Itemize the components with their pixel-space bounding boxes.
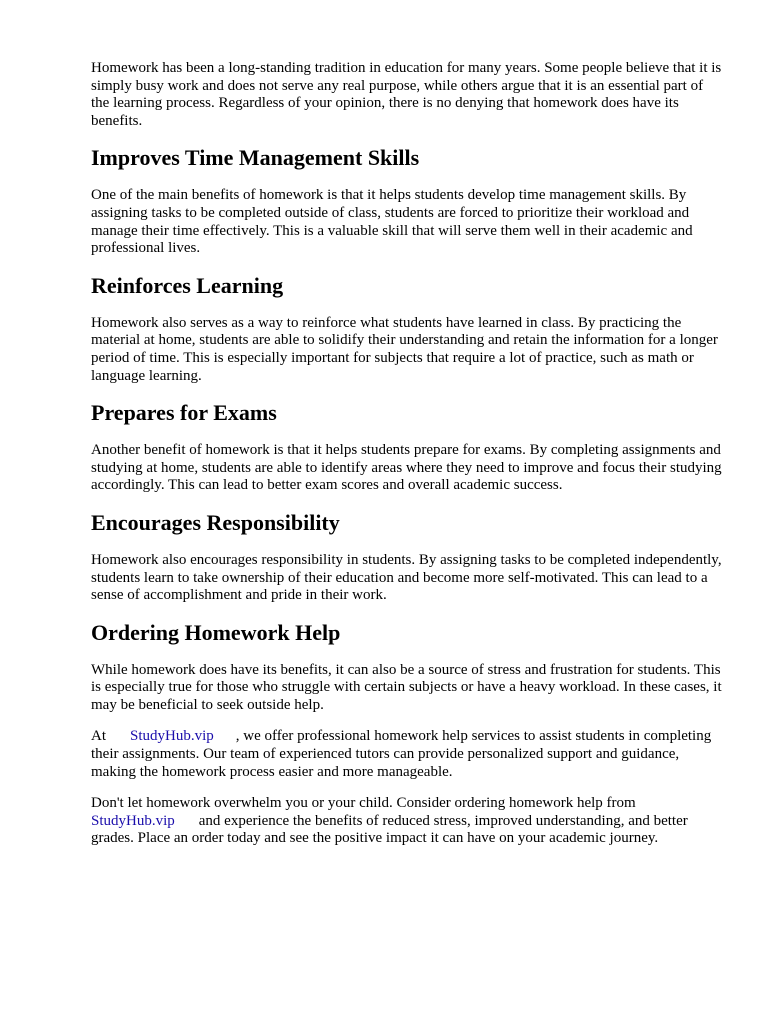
paragraph-prepares-exams: Another benefit of homework is that it helps students prepare for exams. By completing assignments and studying at home, students are able to identify areas where they need to improve and focus their studying accordingly. This can lead to better exam scores and overall academic success.	[91, 442, 722, 494]
closing-suffix: and experience the benefits of reduced stress, improved understanding, and better grades. Place an order today and see the positive impact it can have on your academic journey.	[91, 812, 688, 847]
heading-ordering-help: Ordering Homework Help	[91, 619, 341, 645]
offer-prefix: At	[91, 728, 106, 745]
paragraph-reinforces-learning: Homework also serves as a way to reinforce what students have learned in class. By practicing the material at home, students are able to solidify their understanding and retain the information for a longer period of time. This is especially important for subjects that require a lot of practice, such as math or language learning.	[91, 314, 718, 384]
paragraph-ordering-help: While homework does have its benefits, it can also be a source of stress and frustration for students. This is especially true for those who struggle with certain subjects or have a heavy workload. In these cases, it may be beneficial to seek outside help.	[91, 661, 722, 713]
heading-prepares-exams: Prepares for Exams	[91, 400, 277, 426]
offer-paragraph	[91, 728, 723, 781]
intro-paragraph: Homework has been a long-standing tradition in education for many years. Some people believe that it is simply busy work and does not serve any real purpose, while others argue that it is an essential part of the learning process. Regardless of your opinion, there is no denying that homework does have its benefits.	[91, 60, 722, 129]
document-body	[91, 60, 723, 848]
studyhub-link[interactable]: StudyHub.vip	[130, 728, 214, 745]
closing-prefix: Don't let homework overwhelm you or your child. Consider ordering homework help from	[91, 795, 636, 812]
studyhub-link-closing[interactable]: StudyHub.vip	[91, 812, 175, 829]
heading-encourages-responsibility: Encourages Responsibility	[91, 509, 340, 535]
paragraph-encourages-responsibility: Homework also encourages responsibility in students. By assigning tasks to be completed independently, students learn to take ownership of their education and become more self-motivated. This can lead to a sense of accomplishment and pride in their work.	[91, 551, 722, 604]
heading-reinforces-learning: Reinforces Learning	[91, 272, 284, 298]
heading-time-management: Improves Time Management Skills	[91, 145, 420, 171]
closing-paragraph	[91, 795, 723, 848]
offer-suffix: , we offer professional homework help services to assist students in completing their assignments. Our team of experienced tutors can provide personalized support and guidance, making the homework process easier and more manageable.	[91, 728, 712, 780]
paragraph-time-management: One of the main benefits of homework is that it helps students develop time management skills. By assigning tasks to be completed outside of class, students are forced to prioritize their workload and manage their time effectively. This is a valuable skill that will serve them well in their academic and professional lives.	[91, 187, 693, 257]
